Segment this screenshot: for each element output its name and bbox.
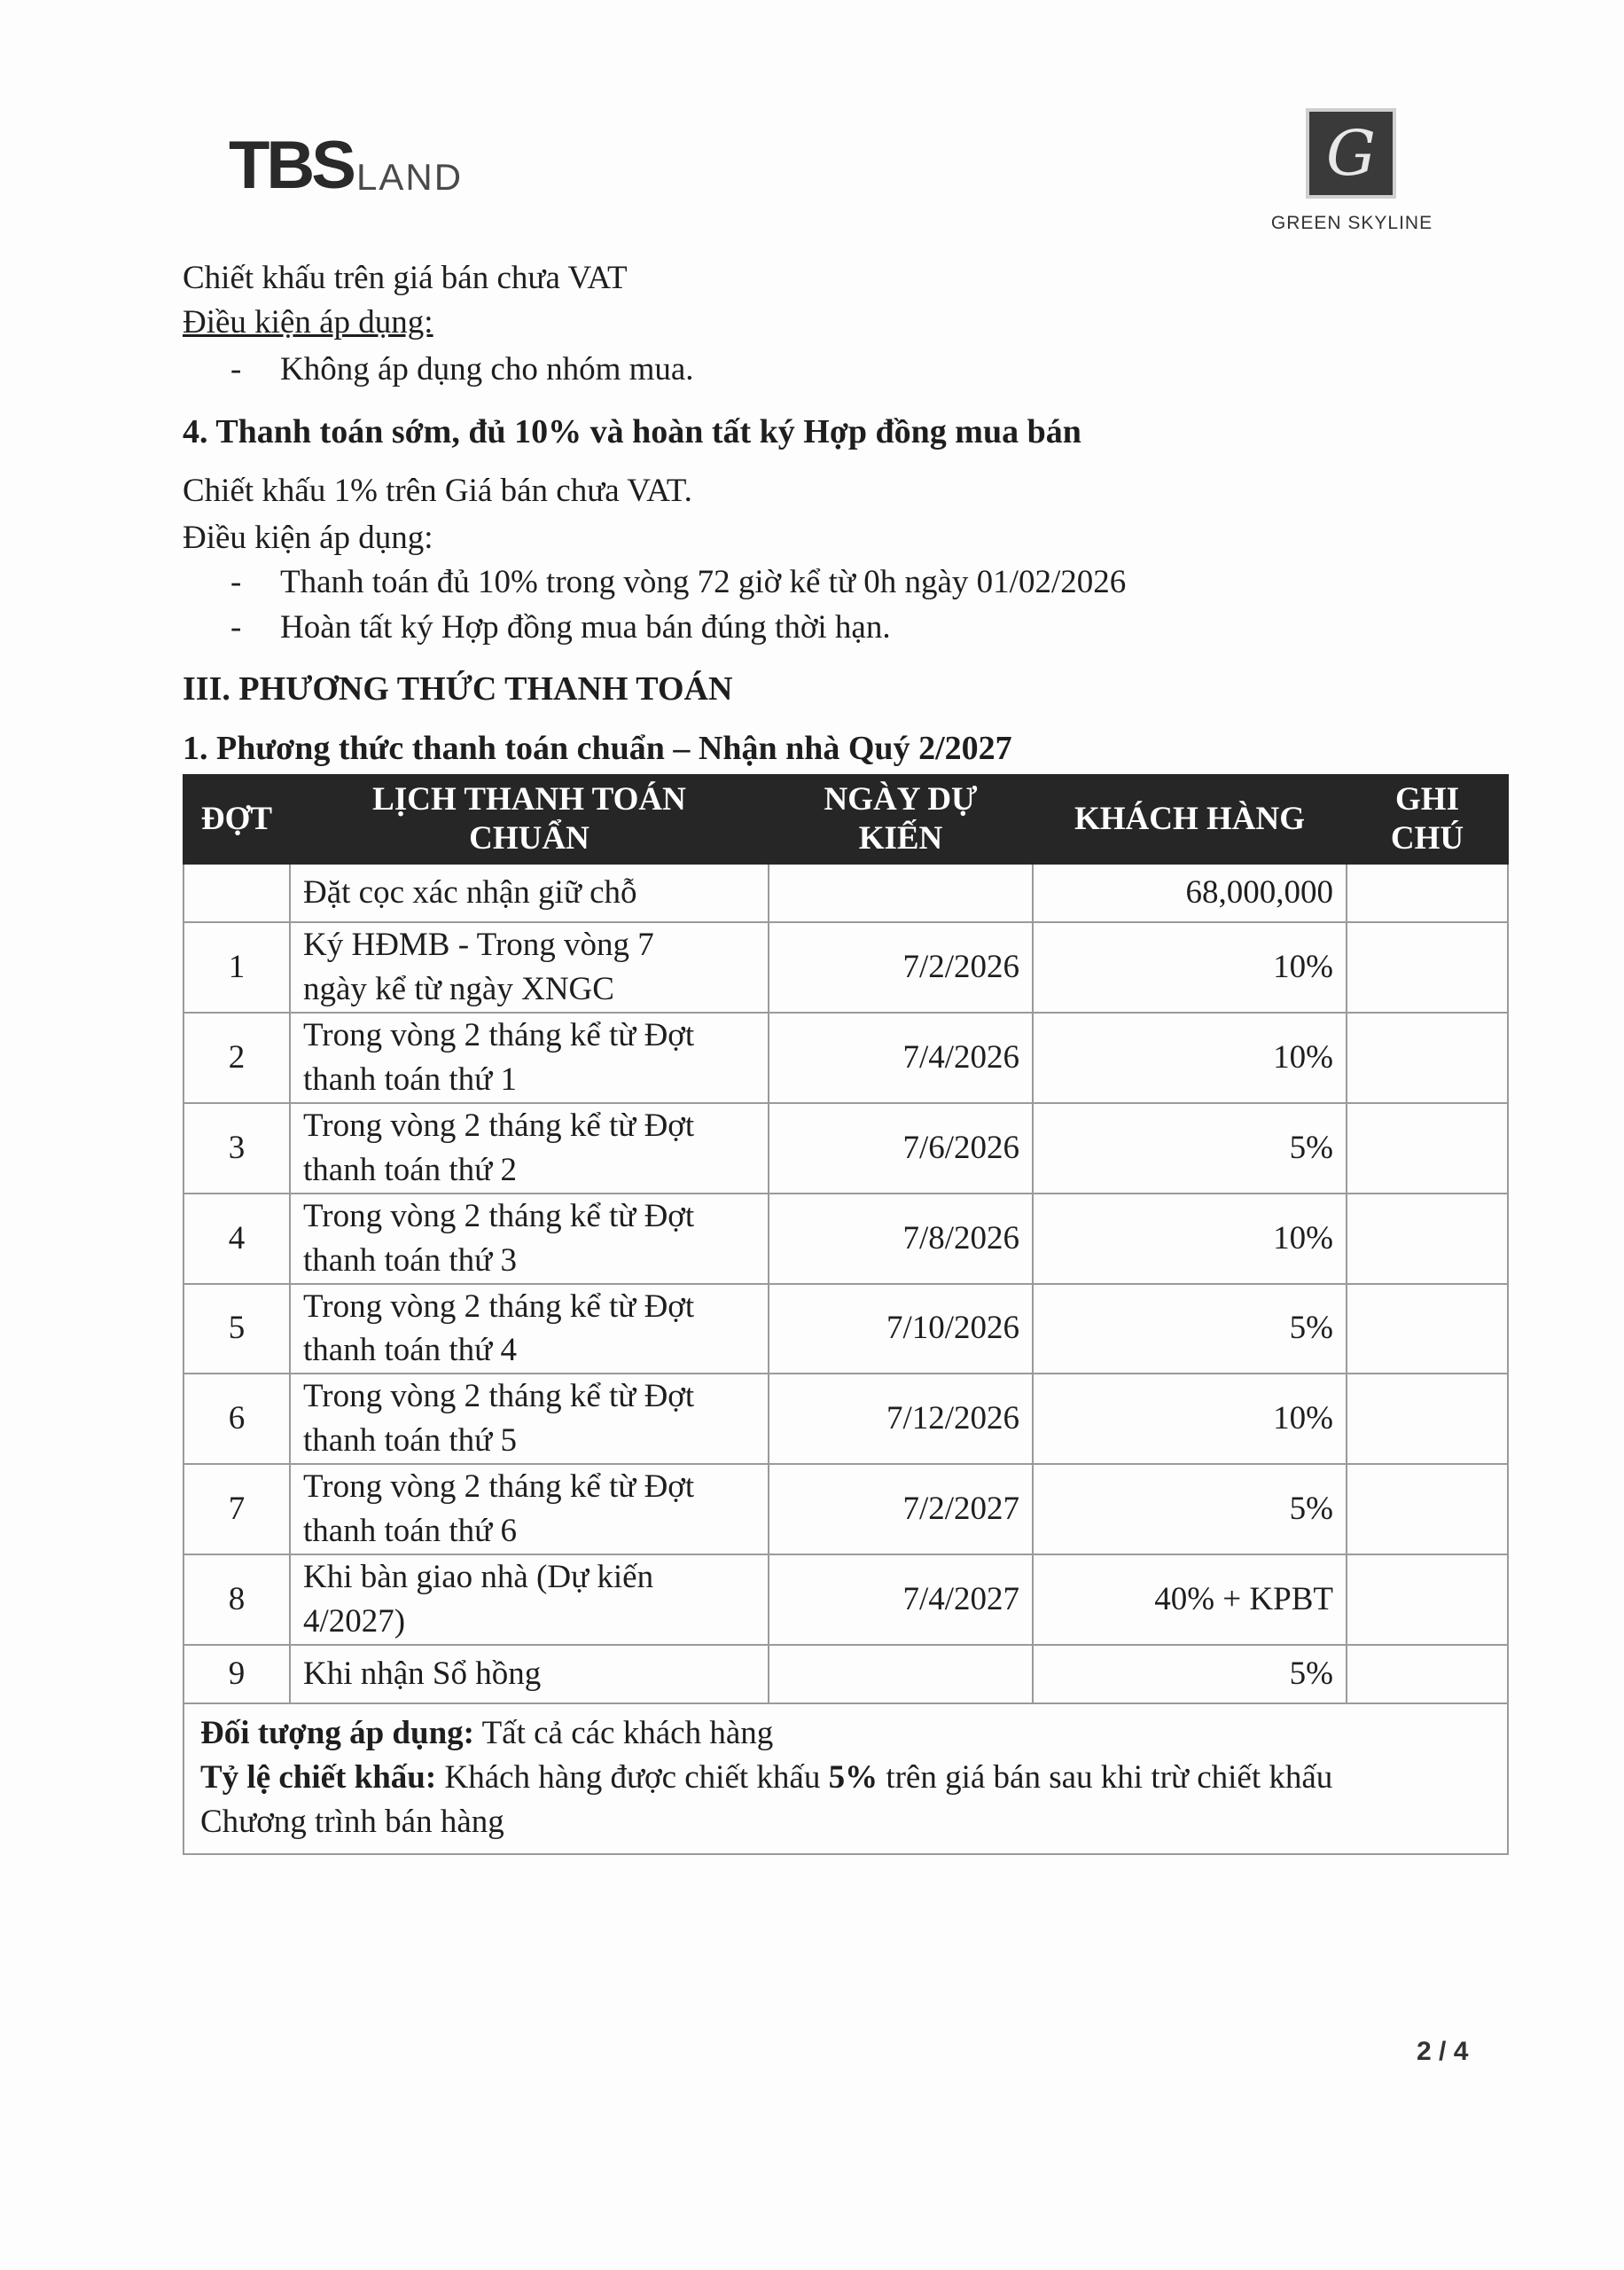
- payment-schedule-table: [183, 774, 1509, 1855]
- header-date: NGÀY DỰ KIẾN: [769, 775, 1033, 864]
- table-row: [183, 1194, 1508, 1284]
- cell-schedule: Ký HĐMB - Trong vòng 7 ngày kể từ ngày XNGC: [290, 922, 769, 1013]
- table-row: [183, 864, 1508, 922]
- cell-dot: 4: [183, 1194, 290, 1284]
- discount-note: Chiết khấu trên giá bán chưa VAT: [183, 260, 628, 296]
- cell-amount: 10%: [1033, 1013, 1347, 1103]
- cell-dot: 2: [183, 1013, 290, 1103]
- header-dot: ĐỢT: [183, 775, 290, 864]
- cell-date: 7/4/2026: [769, 1013, 1033, 1103]
- cell-date: [769, 864, 1033, 922]
- cell-amount: 40% + KPBT: [1033, 1554, 1347, 1645]
- cell-date: [769, 1645, 1033, 1703]
- logo-mark-letter: G: [1326, 117, 1376, 190]
- cell-date: 7/10/2026: [769, 1284, 1033, 1374]
- header-note: GHI CHÚ: [1347, 775, 1508, 864]
- cell-amount: 68,000,000: [1033, 864, 1347, 922]
- header-customer: KHÁCH HÀNG: [1033, 775, 1347, 864]
- table-row: [183, 1103, 1508, 1194]
- cell-note: [1347, 1284, 1508, 1374]
- cell-dot: 3: [183, 1103, 290, 1194]
- applies-to-line: Đối tượng áp dụng: Tất cả các khách hàng: [200, 1715, 774, 1751]
- cell-schedule: Trong vòng 2 tháng kể từ Đợt thanh toán thứ 3: [290, 1194, 769, 1284]
- table-row: [183, 922, 1508, 1013]
- bullet-text: Thanh toán đủ 10% trong vòng 72 giờ kể từ 0h ngày 01/02/2026: [280, 564, 1127, 600]
- green-skyline-logo-icon: [1306, 108, 1396, 199]
- cell-schedule: Khi nhận Sổ hồng: [290, 1645, 769, 1703]
- table-row: [183, 1645, 1508, 1703]
- table-footer-row: [183, 1703, 1508, 1854]
- table-row: [183, 1554, 1508, 1645]
- page-number: 2 / 4: [1417, 2037, 1469, 2066]
- cell-dot: 7: [183, 1464, 290, 1554]
- cell-date: 7/2/2026: [769, 922, 1033, 1013]
- cell-amount: 5%: [1033, 1103, 1347, 1194]
- table-footer-cell: [183, 1703, 1508, 1854]
- cell-note: [1347, 1194, 1508, 1284]
- cell-amount: 5%: [1033, 1464, 1347, 1554]
- cell-date: 7/8/2026: [769, 1194, 1033, 1284]
- table-row: [183, 1013, 1508, 1103]
- cell-schedule: Trong vòng 2 tháng kể từ Đợt thanh toán thứ 6: [290, 1464, 769, 1554]
- cell-dot: [183, 864, 290, 922]
- cell-schedule: Trong vòng 2 tháng kể từ Đợt thanh toán thứ 1: [290, 1013, 769, 1103]
- condition-text: Không áp dụng cho nhóm mua.: [280, 351, 694, 387]
- cell-dot: 8: [183, 1554, 290, 1645]
- bullet-text: Hoàn tất ký Hợp đồng mua bán đúng thời hạn.: [280, 609, 891, 646]
- cell-schedule: Trong vòng 2 tháng kể từ Đợt thanh toán thứ 2: [290, 1103, 769, 1194]
- header-schedule: LỊCH THANH TOÁN CHUẨN: [290, 775, 769, 864]
- cell-date: 7/2/2027: [769, 1464, 1033, 1554]
- cell-amount: 10%: [1033, 922, 1347, 1013]
- section-4-bullet-2: - Hoàn tất ký Hợp đồng mua bán đúng thời hạn.: [230, 609, 891, 646]
- cell-note: [1347, 922, 1508, 1013]
- cell-dot: 6: [183, 1374, 290, 1464]
- cell-note: [1347, 1554, 1508, 1645]
- cell-amount: 5%: [1033, 1645, 1347, 1703]
- cell-note: [1347, 864, 1508, 922]
- cell-schedule: Trong vòng 2 tháng kể từ Đợt thanh toán thứ 4: [290, 1284, 769, 1374]
- table-row: [183, 1374, 1508, 1464]
- cell-schedule: Khi bàn giao nhà (Dự kiến 4/2027): [290, 1554, 769, 1645]
- cell-note: [1347, 1103, 1508, 1194]
- cell-amount: 10%: [1033, 1194, 1347, 1284]
- section-4-bullet-1: - Thanh toán đủ 10% trong vòng 72 giờ kể từ 0h ngày 01/02/2026: [230, 564, 1127, 600]
- cell-amount: 10%: [1033, 1374, 1347, 1464]
- cell-dot: 9: [183, 1645, 290, 1703]
- cell-note: [1347, 1645, 1508, 1703]
- table-row: [183, 1464, 1508, 1554]
- cell-schedule: Trong vòng 2 tháng kể từ Đợt thanh toán thứ 5: [290, 1374, 769, 1464]
- cell-note: [1347, 1013, 1508, 1103]
- cell-dot: 1: [183, 922, 290, 1013]
- cell-date: 7/12/2026: [769, 1374, 1033, 1464]
- logo-land-text: LAND: [356, 156, 464, 198]
- section-4-conditions-label: Điều kiện áp dụng:: [183, 520, 433, 556]
- table-header-row: [183, 775, 1508, 864]
- logo-tbs-text: TBS: [229, 128, 353, 203]
- discount-rate-line: Tỷ lệ chiết khấu: Khách hàng được chiết khấu 5% trên giá bán sau khi trừ chiết khấu: [200, 1758, 1333, 1796]
- cell-date: 7/4/2027: [769, 1554, 1033, 1645]
- green-skyline-logo-text: GREEN SKYLINE: [1270, 213, 1433, 233]
- table-row: [183, 1284, 1508, 1374]
- cell-note: [1347, 1374, 1508, 1464]
- discount-rate-line-2: Chương trình bán hàng: [200, 1803, 504, 1840]
- cell-schedule: Đặt cọc xác nhận giữ chỗ: [290, 864, 769, 922]
- section-4-heading: 4. Thanh toán sớm, đủ 10% và hoàn tất ký Hợp đồng mua bán: [183, 413, 1081, 450]
- condition-bullet: - Không áp dụng cho nhóm mua.: [230, 351, 694, 387]
- cell-amount: 5%: [1033, 1284, 1347, 1374]
- tbs-land-logo: [229, 128, 464, 203]
- cell-dot: 5: [183, 1284, 290, 1374]
- cell-note: [1347, 1464, 1508, 1554]
- conditions-label: Điều kiện áp dụng:: [183, 304, 433, 340]
- section-4-discount: Chiết khấu 1% trên Giá bán chưa VAT.: [183, 473, 692, 509]
- payment-method-subheading: 1. Phương thức thanh toán chuẩn – Nhận nhà Quý 2/2027: [183, 730, 1012, 767]
- section-iii-heading: III. PHƯƠNG THỨC THANH TOÁN: [183, 670, 733, 708]
- cell-date: 7/6/2026: [769, 1103, 1033, 1194]
